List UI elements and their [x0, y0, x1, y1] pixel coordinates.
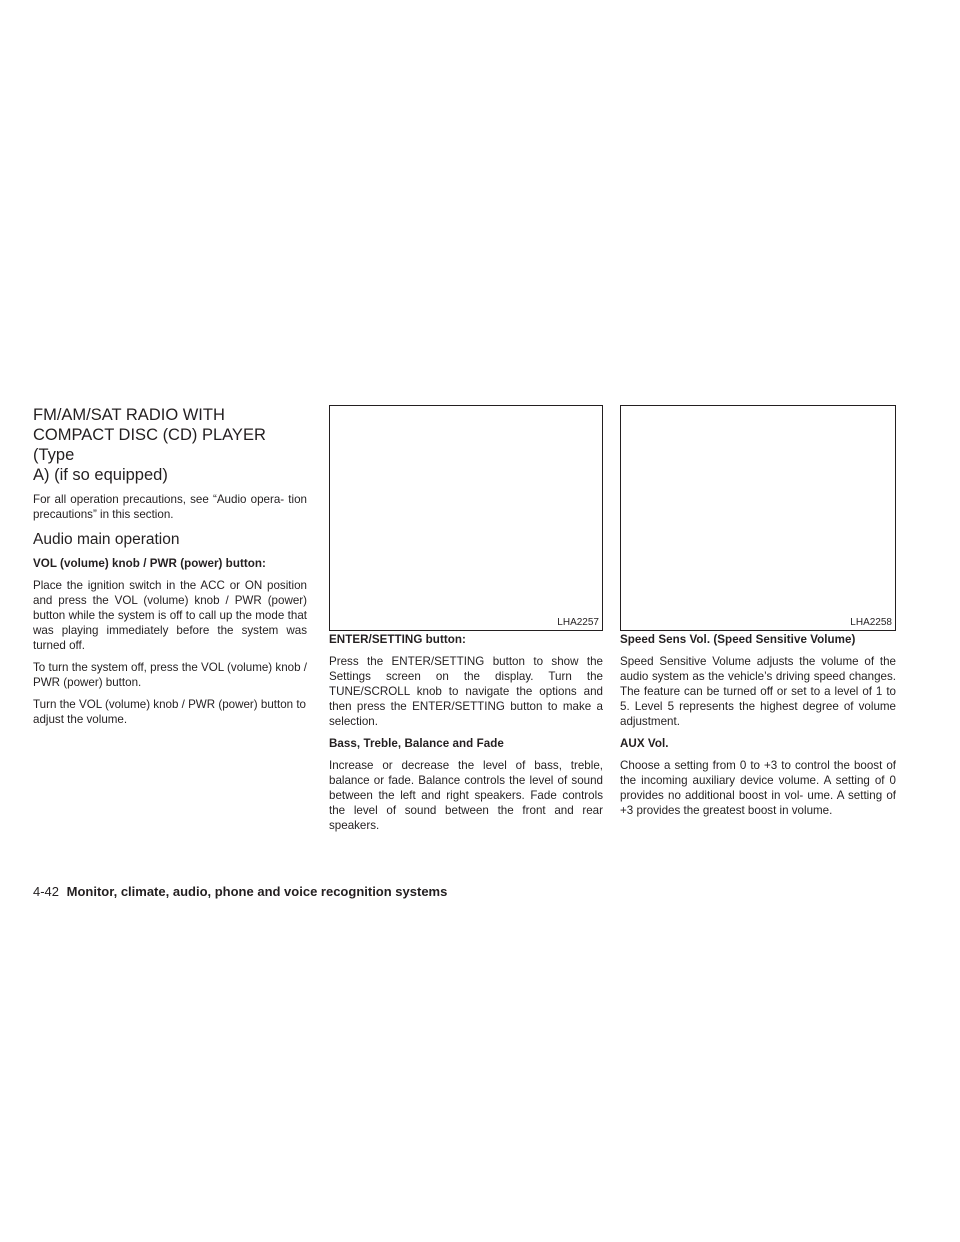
figure-lha2258	[620, 405, 896, 631]
subheading-audio-main-operation: Audio main operation	[33, 531, 180, 548]
section-title-line-3: A) (if so equipped)	[33, 466, 168, 484]
vol-knob-heading: VOL (volume) knob / PWR (power) button:	[33, 557, 266, 570]
figure-label: LHA2258	[850, 617, 892, 628]
section-title	[33, 405, 307, 485]
vol-paragraph-3: Turn the VOL (volume) knob / PWR (power) button to adjust the volume.	[33, 698, 306, 726]
enter-setting-heading: ENTER/SETTING button:	[329, 633, 466, 646]
intro-paragraph: For all operation precautions, see “Audio opera- tion precautions” in this section.	[33, 493, 307, 521]
right-column	[620, 405, 896, 825]
aux-vol-paragraph: Choose a setting from 0 to +3 to control the boost of the incoming auxiliary device volume. A setting of 0 provides no additional boost in vol- ume. A setting of +3 provides the greatest boost in volume.	[620, 759, 896, 817]
page-footer	[33, 883, 447, 901]
aux-vol-heading: AUX Vol.	[620, 737, 669, 750]
enter-setting-paragraph: Press the ENTER/SETTING button to show the Settings screen on the display. Turn the TUNE/SCROLL knob to navigate the options and then press the ENTER/SETTING button to make a selection.	[329, 655, 603, 728]
middle-column	[329, 405, 603, 840]
page-number: 4-42	[33, 884, 60, 899]
speed-sens-heading: Speed Sens Vol. (Speed Sensitive Volume)	[620, 633, 856, 646]
bass-treble-paragraph: Increase or decrease the level of bass, treble, balance or fade. Balance controls the level of sound between the left and right speakers. Fade controls the level of sound between the front and rear speakers.	[329, 759, 603, 832]
vol-paragraph-2: To turn the system off, press the VOL (volume) knob / PWR (power) button.	[33, 661, 307, 689]
figure-label: LHA2257	[557, 617, 599, 628]
section-title-line-2: COMPACT DISC (CD) PLAYER (Type	[33, 426, 266, 464]
chapter-title: Monitor, climate, audio, phone and voice recognition systems	[66, 884, 448, 899]
vol-paragraph-1: Place the ignition switch in the ACC or ON position and press the VOL (volume) knob / PWR (power) button while the system is off to call up the mode that was playing immediately before the system was turned off.	[33, 579, 307, 652]
section-title-line-1: FM/AM/SAT RADIO WITH	[33, 406, 225, 424]
bass-treble-heading: Bass, Treble, Balance and Fade	[329, 737, 504, 750]
left-column	[33, 405, 307, 734]
figure-lha2257	[329, 405, 603, 631]
speed-sens-paragraph: Speed Sensitive Volume adjusts the volume of the audio system as the vehicle’s driving speed changes. The feature can be turned off or set to a level of 1 to 5. Level 5 represents the highest degree of volume adjustment.	[620, 655, 896, 728]
